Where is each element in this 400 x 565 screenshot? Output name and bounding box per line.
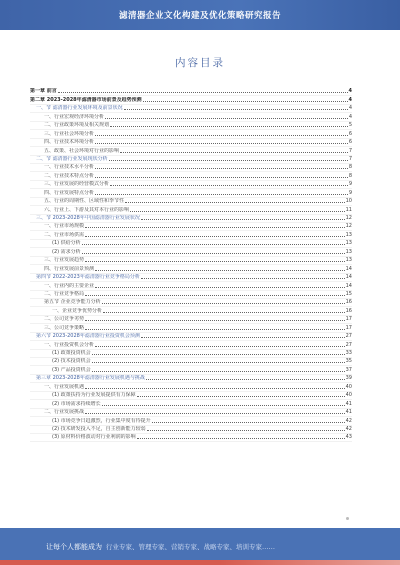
toc-dot-leader	[152, 422, 345, 423]
toc-entry-title: 一、行业内的主要企业	[44, 282, 95, 289]
toc-entry[interactable]	[30, 164, 352, 172]
toc-dot-leader	[85, 227, 345, 228]
toc-dot-leader	[124, 109, 348, 110]
toc-entry-title: 二、行业市场供需	[44, 231, 85, 238]
toc-entry-page: 4	[348, 113, 352, 120]
report-title: 滤清器企业文化构建及优化策略研究报告	[118, 11, 281, 21]
toc-entry-page: 16	[345, 307, 352, 314]
toc-entry[interactable]	[30, 274, 352, 282]
toc-entry-title: 六、行业上、下游及其对本行业的影响	[44, 206, 130, 213]
toc-entry[interactable]	[30, 139, 352, 147]
toc-entry-title: 三、行业社会环境分析	[44, 130, 95, 137]
toc-entry-page: 15	[345, 290, 352, 297]
toc-dot-leader	[130, 211, 345, 212]
toc-entry[interactable]	[30, 341, 352, 349]
toc-dot-leader	[141, 337, 345, 338]
toc-entry-title: 五、行业的周期性、区域性和季节性	[44, 198, 125, 205]
toc-entry-title: 四、行业发展特点分析	[44, 189, 95, 196]
toc-entry[interactable]	[30, 291, 352, 299]
toc-entry[interactable]	[30, 358, 352, 366]
toc-entry-title: (3) 产品投资机会	[52, 366, 91, 373]
toc-dot-leader	[85, 413, 345, 414]
toc-dot-leader	[82, 244, 345, 245]
toc-dot-leader	[95, 287, 345, 288]
toc-entry[interactable]	[30, 130, 352, 138]
toc-entry-title: 一、行业技术水平分析	[44, 164, 95, 171]
toc-entry-title: (1) 供给分析	[52, 240, 81, 247]
toc-entry-page: 43	[345, 434, 352, 441]
toc-dot-leader	[95, 270, 345, 271]
toc-dot-leader	[102, 303, 345, 304]
toc-entry[interactable]	[30, 257, 352, 265]
toc-entry-title: (2) 技术投资机会	[52, 358, 91, 365]
toc-entry[interactable]	[30, 324, 352, 332]
toc-entry[interactable]	[30, 105, 352, 113]
toc-entry-page: 42	[345, 425, 352, 432]
toc-dot-leader	[58, 92, 348, 93]
toc-entry-title: (1) 市场竞争日趋激烈，行业集中度有待提升	[52, 417, 151, 424]
toc-entry-title: 第五节 企业竞争能力分析	[44, 299, 101, 306]
toc-dot-leader	[92, 354, 345, 355]
toc-entry-title: 第三章 2023-2028年滤清器行业发展机遇与挑战	[36, 375, 145, 382]
toc-entry-page: 8	[348, 164, 352, 171]
toc-entry-page: 4	[348, 88, 352, 95]
toc-entry-title: 五、政策、社会环境对行业的影响	[44, 147, 120, 154]
toc-entry[interactable]	[30, 307, 352, 315]
toc-entry[interactable]	[30, 265, 352, 273]
toc-entry-page: 6	[348, 139, 352, 146]
toc-entry[interactable]	[30, 383, 352, 391]
toc-entry[interactable]	[30, 434, 352, 442]
toc-dot-leader	[95, 177, 348, 178]
toc-entry-page: 6	[348, 130, 352, 137]
toc-entry[interactable]	[30, 248, 352, 256]
toc-entry[interactable]	[30, 156, 352, 164]
toc-entry-title: 一、行业宏观经济环境分析	[44, 113, 105, 120]
toc-entry-title: 三、行业发展趋势	[44, 257, 85, 264]
toc-entry-title: 二、行业政策环境及相关规划	[44, 122, 110, 129]
toc-entry-page: 13	[345, 240, 352, 247]
toc-entry-page: 13	[345, 231, 352, 238]
toc-dot-leader	[85, 295, 345, 296]
toc-dot-leader	[103, 312, 345, 313]
toc-entry-page: 13	[345, 257, 352, 264]
toc-entry-title: 四、行业发展前景预测	[44, 265, 95, 272]
toc-entry[interactable]	[30, 350, 352, 358]
toc-entry-page: 27	[345, 341, 352, 348]
toc-entry-page: 41	[345, 400, 352, 407]
toc-dot-leader	[143, 101, 348, 102]
toc-entry-page: 14	[345, 282, 352, 289]
toc-entry-title: 三、公司竞争策略	[44, 324, 85, 331]
toc-entry-title: (2) 市场需求持续增长	[52, 400, 101, 407]
toc-entry[interactable]	[30, 189, 352, 197]
toc-entry-title: 二、公司竞争劣势	[44, 316, 85, 323]
toc-entry[interactable]	[30, 206, 352, 214]
toc-dot-leader	[125, 202, 345, 203]
toc-entry-title: 一、行业市场规模	[44, 223, 85, 230]
toc-dot-leader	[146, 379, 345, 380]
toc-entry-title: (1) 政策投资机会	[52, 350, 91, 356]
toc-dot-leader	[141, 278, 345, 279]
toc-entry-page: 8	[348, 172, 352, 179]
toc-entry-page: 12	[345, 223, 352, 230]
toc-entry-title: 第六节 2023-2028年滤清器行业投资机会预测	[36, 333, 140, 340]
toc-entry[interactable]	[30, 417, 352, 425]
toc-dot-leader	[137, 438, 345, 439]
toc-heading: 内容目录	[175, 57, 225, 69]
toc-dot-leader	[92, 371, 345, 372]
toc-entry-page: 4	[348, 96, 352, 103]
toc-entry[interactable]	[30, 299, 352, 307]
toc-entry-title: 第一章 前言	[30, 88, 57, 95]
toc-dot-leader	[95, 346, 345, 347]
toc-entry-page: 40	[345, 392, 352, 399]
toc-entry[interactable]	[30, 400, 352, 408]
toc-entry[interactable]	[30, 181, 352, 189]
toc-entry-title: 二、行业竞争格局	[44, 290, 85, 297]
toc-entry[interactable]	[30, 282, 352, 290]
toc-entry[interactable]	[30, 198, 352, 206]
toc-dot-leader	[110, 185, 348, 186]
toc-entry[interactable]	[30, 223, 352, 231]
toc-dot-leader	[137, 396, 345, 397]
toc-dot-leader	[120, 152, 348, 153]
toc-entry[interactable]	[30, 392, 352, 400]
toc-entry-page: 10	[345, 198, 352, 205]
toc-dot-leader	[102, 405, 345, 406]
toc-dot-leader	[95, 194, 348, 195]
toc-dot-leader	[85, 236, 345, 237]
toc-entry-title: 第四节 2022-2023年滤清器行业竞争格局分析	[36, 274, 140, 281]
toc-entry-page: 39	[345, 375, 352, 382]
toc-entry-title: 第二章 2023-2028年滤清器市场前景及趋势预测	[30, 96, 142, 103]
toc-entry[interactable]	[30, 316, 352, 324]
toc-entry-page: 4	[348, 105, 352, 112]
toc-entry-page: 37	[345, 366, 352, 373]
toc-entry-page: 17	[345, 324, 352, 331]
toc-entry-title: (2) 技术研发投入不足，自主创新能力较弱	[52, 425, 146, 432]
toc-entry-page: 16	[345, 299, 352, 306]
toc-entry-page: 27	[345, 333, 352, 340]
toc-entry-page: 42	[345, 417, 352, 424]
toc-entry-title: 一、企业竞争优势分析	[52, 307, 103, 314]
toc-entry-page: 17	[345, 316, 352, 323]
toc-entry-page: 7	[348, 147, 352, 154]
toc-entry-page: 11	[345, 206, 352, 213]
toc-entry-page: 14	[345, 274, 352, 281]
toc-entry-page: 13	[345, 248, 352, 255]
table-of-contents	[30, 88, 352, 442]
toc-dot-leader	[85, 388, 345, 389]
toc-entry[interactable]	[30, 426, 352, 434]
toc-entry-page: 9	[348, 181, 352, 188]
toc-entry-title: 三、行业发展的经营模式分析	[44, 181, 110, 188]
toc-dot-leader	[82, 253, 345, 254]
report-title-banner	[0, 0, 400, 30]
toc-dot-leader	[85, 261, 345, 262]
toc-entry-title: 二、节 滤清器行业发展现状分析	[36, 155, 108, 162]
toc-entry-page: 40	[345, 383, 352, 390]
toc-entry-title: 一、行业投资机会分析	[44, 341, 95, 348]
toc-dot-leader	[141, 219, 345, 220]
toc-entry-page: 7	[348, 155, 352, 162]
toc-entry-page: 35	[345, 358, 352, 365]
toc-entry-title: 二、行业发展挑战	[44, 409, 85, 416]
toc-entry[interactable]	[30, 375, 352, 383]
footer-keywords: 行业专家、管理专家、营销专家、战略专家、培训专家……	[106, 543, 275, 551]
toc-entry-page: 9	[348, 189, 352, 196]
toc-entry-title: 一、行业发展机遇	[44, 383, 85, 390]
toc-dot-leader	[147, 430, 345, 431]
toc-entry-page: 14	[345, 265, 352, 272]
toc-entry[interactable]	[30, 366, 352, 374]
toc-dot-leader	[85, 329, 345, 330]
toc-entry-title: (3) 原材料价格波动对行业利润的影响	[52, 434, 136, 441]
toc-entry[interactable]	[30, 231, 352, 239]
toc-entry-page: 5	[348, 122, 352, 129]
page-marker	[346, 517, 349, 520]
footer-accent-stripe	[0, 560, 400, 565]
toc-dot-leader	[95, 168, 348, 169]
toc-entry-page: 12	[345, 215, 352, 221]
toc-dot-leader	[85, 320, 345, 321]
toc-entry-title: (2) 需求分析	[52, 248, 81, 255]
toc-dot-leader	[110, 126, 348, 127]
toc-entry[interactable]	[30, 122, 352, 130]
toc-dot-leader	[105, 118, 348, 119]
footer-slogan: 让每个人都能成为	[46, 542, 102, 551]
toc-entry[interactable]	[30, 333, 352, 341]
toc-entry[interactable]	[30, 409, 352, 417]
toc-entry-page: 41	[345, 409, 352, 416]
toc-dot-leader	[95, 135, 348, 136]
toc-entry[interactable]	[30, 88, 352, 96]
toc-entry[interactable]	[30, 147, 352, 155]
toc-entry-title: (1) 政策扶持为行业发展提供有力保障	[52, 392, 136, 399]
toc-entry-title: 四、行业技术环境分析	[44, 139, 95, 146]
toc-entry[interactable]	[30, 96, 352, 104]
toc-entry-title: 二、行业技术特点分析	[44, 172, 95, 179]
toc-dot-leader	[109, 160, 348, 161]
toc-dot-leader	[95, 143, 348, 144]
toc-entry[interactable]	[30, 172, 352, 180]
toc-dot-leader	[92, 362, 345, 363]
toc-entry[interactable]	[30, 215, 352, 223]
toc-entry[interactable]	[30, 240, 352, 248]
toc-entry-title: 三、节 2023-2028年中国滤清器行业发展状况	[36, 215, 140, 221]
toc-entry-title: 一、节 滤清器行业发展环境及前景状况	[36, 105, 123, 112]
toc-entry[interactable]	[30, 113, 352, 121]
toc-entry-page: 33	[345, 350, 352, 356]
